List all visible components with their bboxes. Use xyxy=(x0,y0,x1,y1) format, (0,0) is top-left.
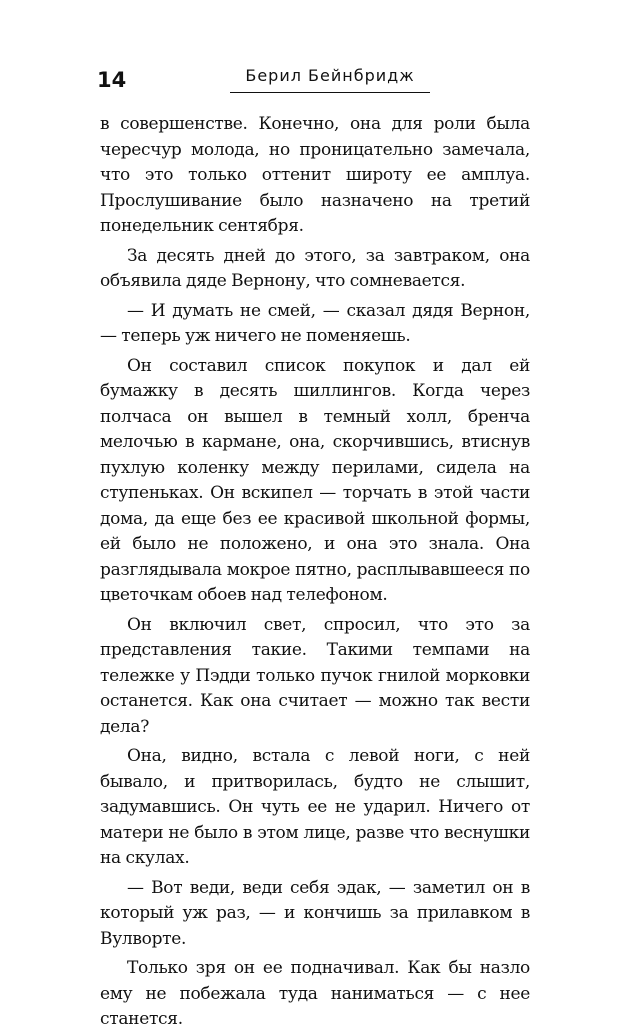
paragraph-3: — И думать не смей, — сказал дядя Вернон, — теперь уж ничего не поменяешь. xyxy=(100,300,530,346)
paragraph-8: Только зря он ее подначивал. Как бы назло ему не побежала туда наниматься — с нее станется. xyxy=(100,958,530,1029)
paragraph-7: — Вот веди, веди себя эдак, — заметил он в который уж раз, — и кончишь за прилавком в Вулворте. xyxy=(100,877,530,949)
body-text xyxy=(100,112,530,1033)
page-number: 14 xyxy=(97,68,127,92)
paragraph-2: За десять дней до этого, за завтраком, она объявила дяде Вернону, что сомневается. xyxy=(100,245,530,291)
header-rule xyxy=(230,92,430,93)
running-head: Берил Бейнбридж xyxy=(245,66,415,85)
paragraph-4: Он составил список покупок и дал ей бумажку в десять шиллингов. Когда через полчаса он вышел в темный холл, бренча мелочью в кармане, она, скорчившись, втиснув пухлую коленку между перилами, сидела на ступеньках. Он вскипел — торчать в этой части дома, да еще без ее красивой школьной формы, ей было не положено, и она это знала. Она разглядывала мокрое пятно, расплывавшееся по цветочкам обоев над телефоном. xyxy=(100,355,530,605)
paragraph-5: Он включил свет, спросил, что это за представления такие. Такими темпами на тележке у Пэдди только пучок гнилой морковки останется. Как она считает — можно так вести дела? xyxy=(100,614,530,737)
paragraph-1: в совершенстве. Конечно, она для роли была чересчур молода, но проницательно замечала, что это только оттенит широту ее амплуа. Прослушивание было назначено на третий понедельник сентября. xyxy=(100,114,530,236)
paragraph-6: Она, видно, встала с левой ноги, с ней бывало, и притворилась, будто не слышит, задумавшись. Он чуть ее не ударил. Ничего от матери не было в этом лице, разве что веснушки на скулах. xyxy=(100,746,530,868)
